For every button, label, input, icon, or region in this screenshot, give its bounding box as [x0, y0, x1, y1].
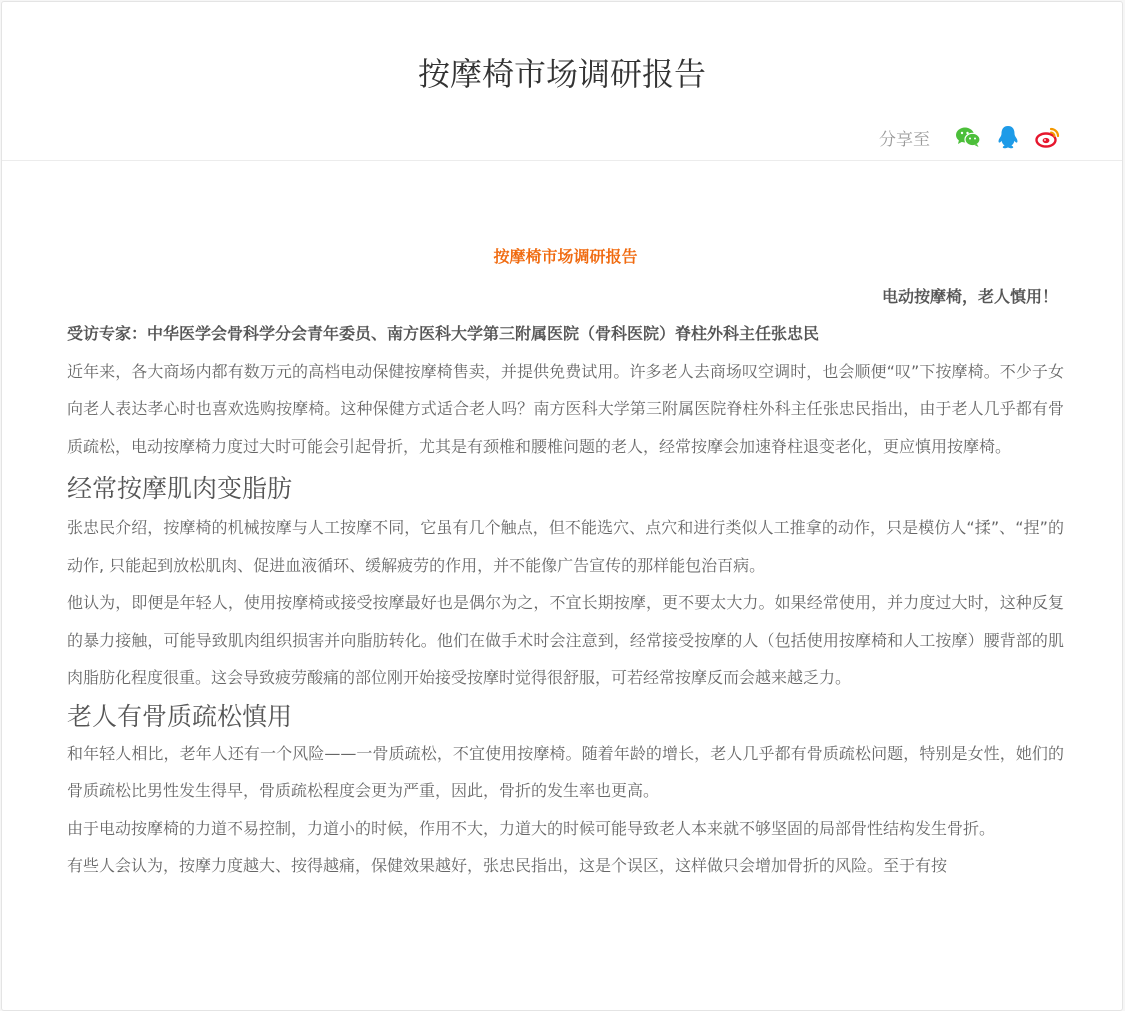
- article-page: [1, 1, 1123, 1011]
- intro-paragraph: 近年来，各大商场内都有数万元的高档电动保健按摩椅售卖，并提供免费试用。许多老人去商场叹空调时，也会顺便“叹”下按摩椅。不少子女向老人表达孝心时也喜欢选购按摩椅。这种保健方式适合老人吗？南方医科大学第三附属医院脊柱外科主任张忠民指出，由于老人几乎都有骨质疏松，电动按摩椅力度过大时可能会引起骨折，尤其是有颈椎和腰椎问题的老人，经常按摩会加速脊柱退变老化，更应慎用按摩椅。: [67, 361, 1064, 456]
- section-heading-osteoporosis: 老人有骨质疏松慎用: [67, 701, 293, 731]
- section2-paragraph-3: 有些人会认为，按摩力度越大、按得越痛，保健效果越好，张忠民指出，这是个误区，这样做只会增加骨折的风险。至于有按: [67, 856, 948, 875]
- weibo-icon[interactable]: [1034, 123, 1062, 151]
- section-heading-fat: 经常按摩肌肉变脂肪: [67, 474, 293, 503]
- section2-paragraph-1: 和年轻人相比，老年人还有一个风险——一骨质疏松，不宜使用按摩椅。随着年龄的增长，老人几乎都有骨质疏松问题，特别是女性，她们的骨质疏松比男性发生得早，骨质疏松程度会更为严重，因此，骨折的发生率也更高。: [67, 743, 1064, 800]
- expert-info: 受访专家：中华医学会骨科学分会青年委员、南方医科大学第三附属医院（骨科医院）脊柱外科主任张忠民: [67, 324, 820, 343]
- article-header: [2, 2, 1122, 161]
- share-label: 分享至: [879, 129, 930, 150]
- section1-paragraph-2: 他认为，即便是年轻人，使用按摩椅或接受按摩最好也是偶尔为之，不宜长期按摩，更不要太大力。如果经常使用，并力度过大时，这种反复的暴力接触，可能导致肌肉组织损害并向脂肪转化。他们在做手术时会注意到，经常接受按摩的人（包括使用按摩椅和人工按摩）腰背部的肌肉脂肪化程度很重。这会导致疲劳酸痛的部位刚开始接受按摩时觉得很舒服，可若经常按摩反而会越来越乏力。: [67, 593, 1064, 687]
- section1-paragraph-1: 张忠民介绍，按摩椅的机械按摩与人工按摩不同，它虽有几个触点，但不能选穴、点穴和进行类似人工推拿的动作，只是模仿人“揉”、“捏”的动作, 只能起到放松肌肉、促进血液循环、缓解疲劳的作用，并不能像广告宣传的那样能包治百病。: [67, 518, 1064, 575]
- wechat-icon[interactable]: [954, 123, 982, 151]
- section2-paragraph-2: 由于电动按摩椅的力道不易控制，力道小的时候，作用不大，力道大的时候可能导致老人本来就不够坚固的局部骨性结构发生骨折。: [67, 818, 996, 838]
- share-bar: [879, 122, 1062, 152]
- article-body: [67, 242, 1064, 885]
- article-subtitle: 按摩椅市场调研报告: [493, 247, 638, 266]
- article-tagline: 电动按摩椅，老人慎用！: [881, 287, 1058, 306]
- page-title: 按摩椅市场调研报告: [417, 55, 706, 93]
- qq-icon[interactable]: [994, 123, 1022, 151]
